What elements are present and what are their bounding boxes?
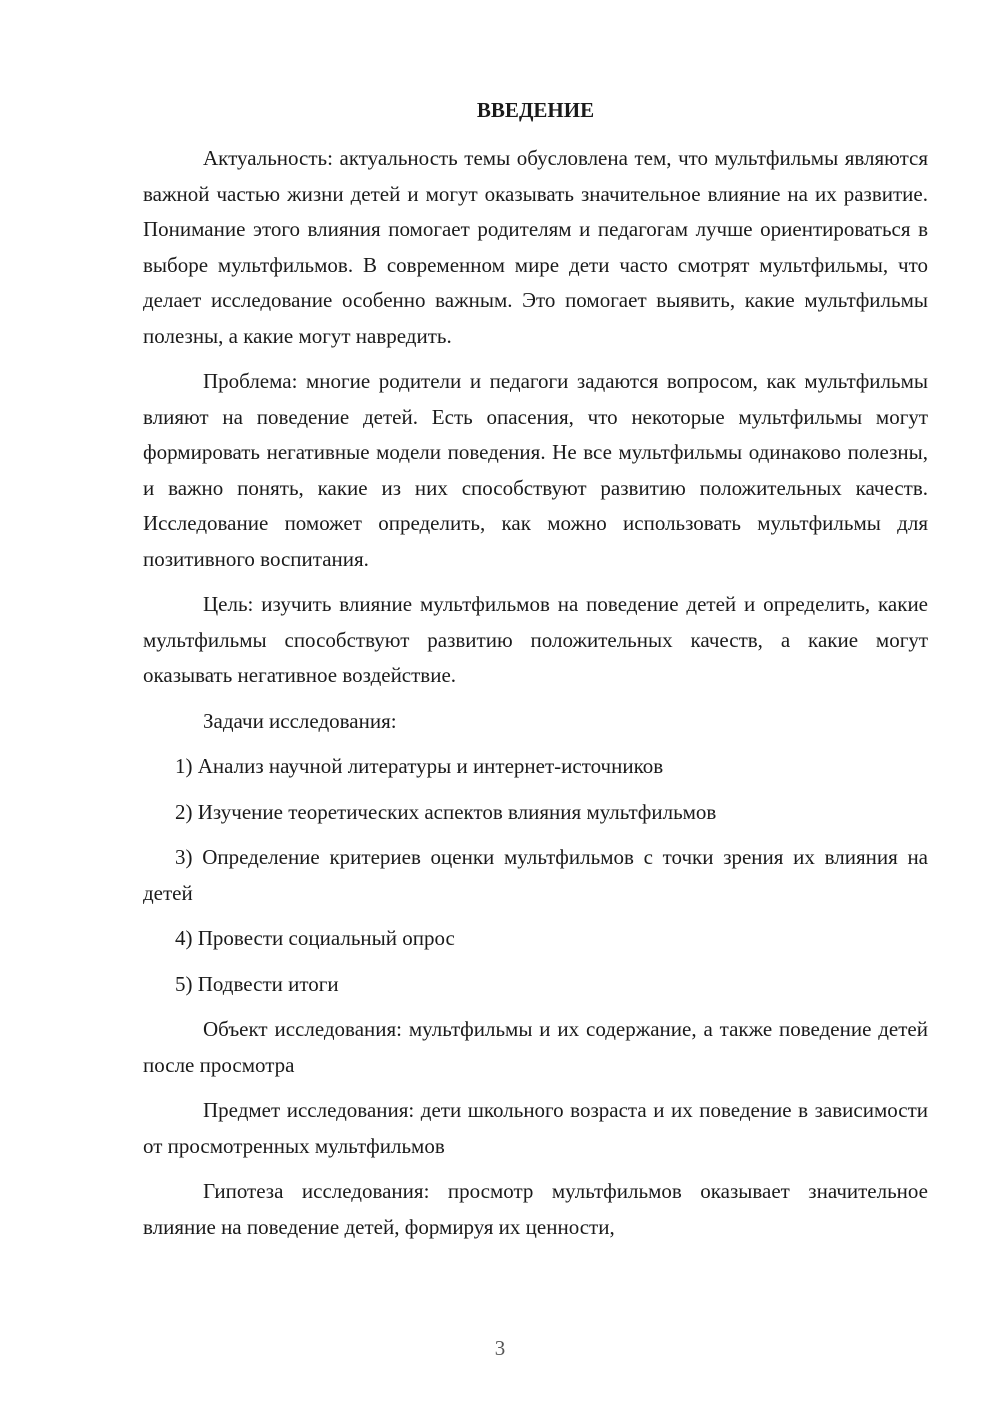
paragraph-relevance: Актуальность: актуальность темы обусловлена тем, что мультфильмы являются важной частью жизни детей и могут оказывать значительное влияние на их развитие. Понимание этого влияния помогает родителям и педагогам лучше ориентироваться в выборе мультфильмов. В современном мире дети часто смотрят мультфильмы, что делает исследование особенно важным. Это помогает выявить, какие мультфильмы полезны, а какие могут навредить. xyxy=(143,146,928,348)
list-item-task-4: 4) Провести социальный опрос xyxy=(175,926,455,950)
paragraph-subject: Предмет исследования: дети школьного возраста и их поведение в зависимости от просмотренных мультфильмов xyxy=(143,1098,928,1158)
section-title: ВВЕДЕНИЕ xyxy=(476,98,595,122)
list-item-task-3: 3) Определение критериев оценки мультфильмов с точки зрения их влияния на детей xyxy=(143,845,928,905)
paragraph-problem: Проблема: многие родители и педагоги задаются вопросом, как мультфильмы влияют на поведение детей. Есть опасения, что некоторые мультфильмы могут формировать негативные модели поведения. Не все мультфильмы одинаково полезны, и важно понять, какие из них способствуют развитию положительных качеств. Исследование поможет определить, как можно использовать мультфильмы для позитивного воспитания. xyxy=(143,369,928,571)
page-number: 3 xyxy=(494,1336,506,1360)
document-body xyxy=(143,141,928,1245)
paragraph-hypothesis: Гипотеза исследования: просмотр мультфильмов оказывает значительное влияние на поведение детей, формируя их ценности, xyxy=(143,1179,928,1239)
list-item-task-2: 2) Изучение теоретических аспектов влияния мультфильмов xyxy=(175,799,717,824)
paragraph-tasks-heading: Задачи исследования: xyxy=(203,708,397,733)
list-item-task-5: 5) Подвести итоги xyxy=(175,971,339,996)
paragraph-object: Объект исследования: мультфильмы и их содержание, а также поведение детей после просмотра xyxy=(143,1017,928,1077)
paragraph-goal: Цель: изучить влияние мультфильмов на поведение детей и определить, какие мультфильмы способствуют развитию положительных качеств, а какие могут оказывать негативное воздействие. xyxy=(143,592,928,687)
list-item-task-1: 1) Анализ научной литературы и интернет-источников xyxy=(175,754,664,778)
